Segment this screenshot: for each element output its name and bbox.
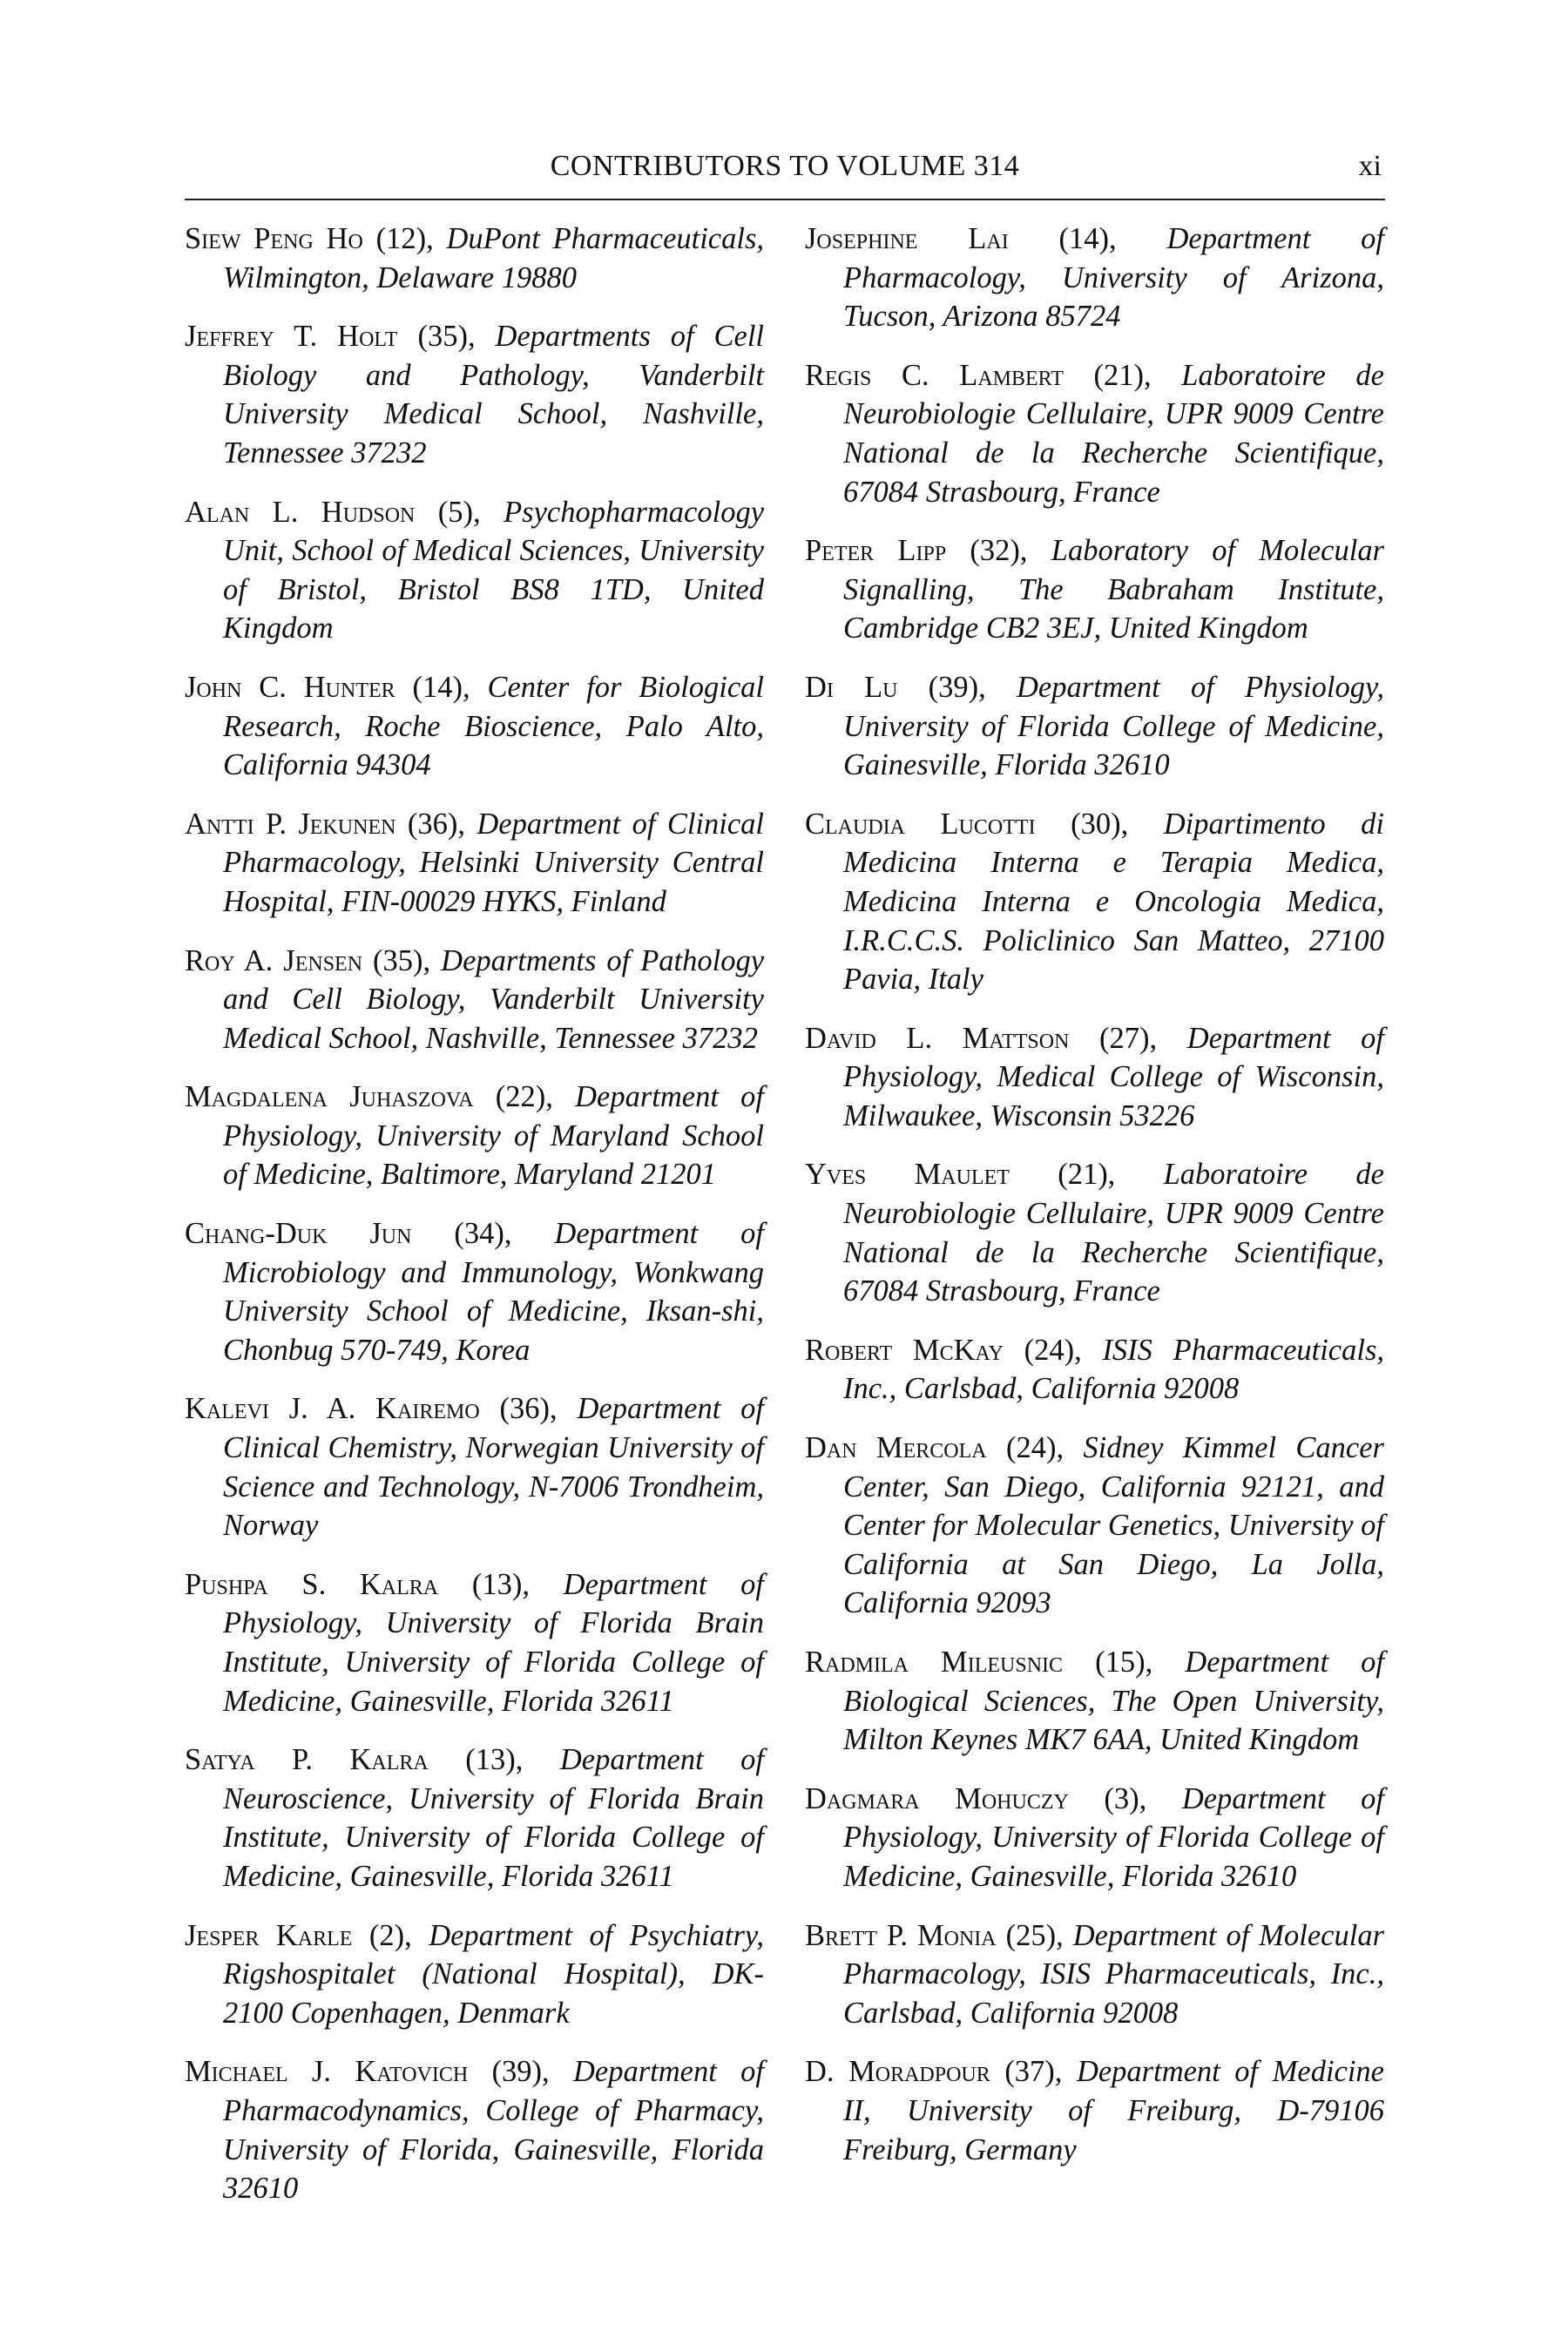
contributor-name: John C. Hunter [185,670,395,704]
chapter-ref: (2), [352,1918,429,1952]
chapter-ref: (24), [1003,1333,1103,1367]
contributor-affiliation: Department of Biological Sciences, The Open University, Milton Keynes MK7 6AA, United Kingdom [843,1646,1384,1757]
contributor-entry [805,805,1384,999]
contributor-entry [185,2052,764,2207]
contributor-affiliation: Departments of Pathology and Cell Biology, Vanderbilt University Medical School, Nashville, Tennessee 37232 [223,943,765,1055]
contributor-entry [185,942,764,1058]
contributor-affiliation: Department of Physiology, Medical College of Wisconsin, Milwaukee, Wisconsin 53226 [843,1021,1384,1132]
contributor-affiliation: Sidney Kimmel Cancer Center, San Diego, California 92121, and Center for Molecular Genetics, University of California at San Diego, La Jolla, California 92093 [843,1431,1384,1620]
contributor-name: Pushpa S. Kalra [185,1567,439,1601]
contributor-entry [185,1916,764,2033]
contributor-entry [185,668,764,785]
contributor-name: Satya P. Kalra [185,1743,429,1777]
contributor-entry [805,220,1384,336]
contributor-entry [185,220,764,297]
contributor-affiliation: Dipartimento di Medicina Interna e Terapia Medica, Medicina Interna e Oncologia Medica, I.R.C.C.S. Policlinico San Matteo, 27100 Pavia, Italy [843,807,1384,997]
contributor-name: Siew Peng Ho [185,222,363,255]
contributor-name: Di Lu [805,670,898,704]
chapter-ref: (14), [395,670,488,704]
contributor-entry [805,1780,1384,1896]
contributor-affiliation: Department of Medicine II, University of Freiburg, D-79106 Freiburg, Germany [843,2055,1384,2166]
chapter-ref: (30), [1035,807,1164,841]
contributor-entry [805,1643,1384,1760]
contributor-affiliation: Department of Pharmacodynamics, College of Pharmacy, University of Florida, Gainesville, Florida 32610 [223,2055,764,2206]
contributor-affiliation: ISIS Pharmaceuticals, Inc., Carlsbad, California 92008 [843,1333,1384,1406]
contributor-entry [805,1429,1384,1623]
contributor-name: Kalevi J. A. Kairemo [185,1392,480,1426]
contributor-affiliation: Center for Biological Research, Roche Bioscience, Palo Alto, California 94304 [223,670,765,782]
contributor-name: Claudia Lucotti [805,807,1036,841]
contributor-entry [805,668,1384,785]
contributor-name: Dan Mercola [805,1431,987,1465]
contributor-name: Regis C. Lambert [805,358,1064,392]
chapter-ref: (21), [1063,358,1182,392]
page-number: xi [1358,150,1382,182]
contributor-entry [805,531,1384,648]
page-header [185,146,1385,200]
chapter-ref: (13), [428,1743,560,1777]
contributor-name: Jesper Karle [185,1918,353,1952]
contributor-entry [185,805,764,922]
contributor-entry [185,1078,764,1194]
contributor-affiliation: Department of Physiology, University of Florida College of Medicine, Gainesville, Florida 32610 [843,1781,1385,1893]
left-column [185,220,764,2228]
running-title: CONTRIBUTORS TO VOLUME 314 [550,150,1020,182]
contributor-affiliation: Department of Physiology, University of Florida Brain Institute, University of Florida College of Medicine, Gainesville, Florida 32611 [223,1567,764,1718]
contributor-name: D. Moradpour [805,2055,990,2089]
contributor-entry [805,1331,1384,1409]
contributor-name: Jeffrey T. Holt [185,320,398,354]
contributor-name: Chang-Duk Jun [185,1217,412,1251]
chapter-ref: (22), [473,1080,576,1114]
contributor-entry [185,1389,764,1544]
chapter-ref: (12), [362,222,447,255]
chapter-ref: (36), [395,807,477,841]
contributor-entry [805,1019,1384,1136]
contributor-affiliation: Psychopharmacology Unit, School of Medical Sciences, University of Bristol, Bristol BS8 1TD, United Kingdom [223,495,765,645]
contributor-name: Antti P. Jekunen [185,807,396,841]
chapter-ref: (36), [479,1392,578,1426]
contributor-name: Magdalena Juhaszova [185,1080,474,1114]
contributor-affiliation: DuPont Pharmaceuticals, Wilmington, Delaware 19880 [223,222,764,294]
chapter-ref: (15), [1063,1646,1186,1679]
chapter-ref: (37), [990,2055,1077,2089]
contributor-affiliation: Departments of Cell Biology and Pathology, Vanderbilt University Medical School, Nashville, Tennessee 37232 [223,320,764,470]
contributor-name: Yves Maulet [805,1158,1010,1192]
chapter-ref: (27), [1069,1021,1187,1055]
contributor-name: Brett P. Monia [805,1918,997,1952]
contributor-affiliation: Laboratoire de Neurobiologie Cellulaire, UPR 9009 Centre National de la Recherche Scientifique, 67084 Strasbourg, France [843,358,1384,509]
contributor-affiliation: Department of Clinical Pharmacology, Helsinki University Central Hospital, FIN-00029 HYKS, Finland [223,807,764,918]
right-column [805,220,1384,2189]
contributor-name: Josephine Lai [805,222,1009,255]
contributor-affiliation: Department of Physiology, University of Maryland School of Medicine, Baltimore, Maryland 21201 [223,1080,765,1192]
chapter-ref: (34), [411,1217,555,1251]
chapter-ref: (21), [1009,1158,1164,1192]
contributor-entry [805,1916,1384,2033]
contributor-name: Roy A. Jensen [185,943,363,977]
contributor-affiliation: Department of Microbiology and Immunology, Wonkwang University School of Medicine, Iksan-shi, Chonbug 570-749, Korea [223,1217,764,1367]
contributor-entry [185,1740,764,1896]
chapter-ref: (25), [996,1918,1073,1952]
chapter-ref: (35), [362,943,442,977]
chapter-ref: (32), [946,534,1051,568]
contributor-entry [805,2052,1384,2169]
contributor-entry [185,317,764,472]
chapter-ref: (35), [397,320,496,354]
contributor-entry [185,1565,764,1720]
contributor-entry [805,1155,1384,1310]
contributor-entry [185,493,764,648]
contributor-affiliation: Department of Pharmacology, University of Arizona, Tucson, Arizona 85724 [843,222,1385,334]
contributor-affiliation: Laboratory of Molecular Signalling, The Babraham Institute, Cambridge CB2 3EJ, United Kingdom [843,534,1385,645]
contributor-affiliation: Department of Neuroscience, University of Florida Brain Institute, University of Florida College of Medicine, Gainesville, Florida 32611 [223,1743,765,1893]
contributor-affiliation: Department of Clinical Chemistry, Norwegian University of Science and Technology, N-7006 Trondheim, Norway [223,1392,764,1543]
chapter-ref: (39), [468,2055,574,2089]
chapter-ref: (5), [415,495,504,529]
contributor-name: Robert McKay [805,1333,1004,1367]
contributor-entry [805,356,1384,511]
contributor-name: Michael J. Katovich [185,2055,469,2089]
chapter-ref: (13), [438,1567,564,1601]
contributor-name: Peter Lipp [805,534,947,568]
chapter-ref: (3), [1068,1781,1182,1815]
contributor-name: David L. Mattson [805,1021,1070,1055]
chapter-ref: (39), [897,670,1017,704]
contributor-affiliation: Department of Physiology, University of Florida College of Medicine, Gainesville, Florida 32610 [843,670,1384,782]
contributor-name: Radmila Mileusnic [805,1646,1064,1679]
contributor-name: Dagmara Mohuczy [805,1781,1069,1815]
contributor-affiliation: Department of Molecular Pharmacology, ISIS Pharmaceuticals, Inc., Carlsbad, California 92008 [843,1918,1384,2030]
contributor-affiliation: Department of Psychiatry, Rigshospitalet (National Hospital), DK-2100 Copenhagen, Denmark [223,1918,764,2030]
contributor-affiliation: Laboratoire de Neurobiologie Cellulaire, UPR 9009 Centre National de la Recherche Scientifique, 67084 Strasbourg, France [843,1158,1384,1308]
chapter-ref: (24), [986,1431,1084,1465]
chapter-ref: (14), [1008,222,1167,255]
contributor-entry [185,1214,764,1369]
contributor-name: Alan L. Hudson [185,495,416,529]
